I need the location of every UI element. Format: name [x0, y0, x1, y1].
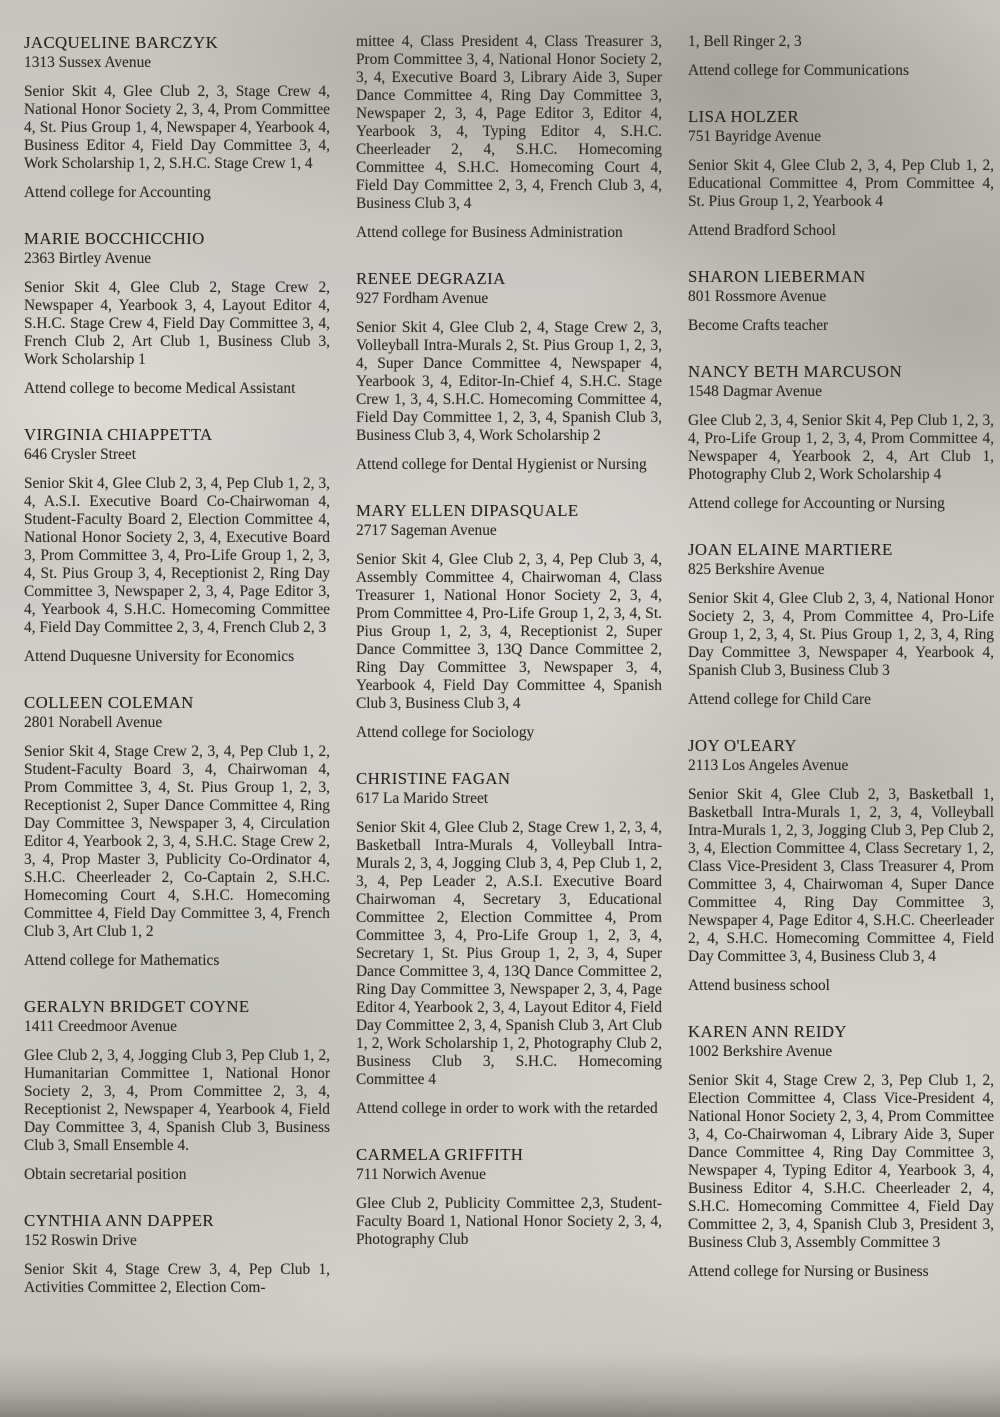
column-1	[24, 33, 330, 1324]
student-activities: Senior Skit 4, Glee Club 2, 3, Stage Crew 4, National Honor Society 2, 3, 4, Prom Committee 4, St. Pius Group 1, 4, Newspaper 4, Yearbook 4, Business Editor 4, Field Day Committee 3, 4, Work Scholarship 1, 2, S.H.C. Stage Crew 1, 4	[24, 83, 330, 172]
student-address: 825 Berkshire Avenue	[688, 561, 825, 578]
student-address: 2363 Birtley Avenue	[24, 250, 152, 267]
student-entry	[24, 425, 330, 666]
student-goal: Attend college for Accounting or Nursing	[688, 495, 945, 512]
student-address: 1002 Berkshire Avenue	[688, 1043, 833, 1060]
student-activities: Senior Skit 4, Glee Club 2, 4, Stage Crew 2, 3, Volleyball Intra-Murals 2, St. Pius Group 1, 2, 3, 4, Super Dance Committee 4, Newspaper 4, Yearbook 3, 4, Editor-In-Chief 4, S.H.C. Stage Crew 1, 3, 4, S.H.C. Homecoming Committee 4, Field Day Committee 1, 2, 3, 4, Spanish Club 3, Business Club 3, 4, Work Scholarship 2	[356, 319, 662, 444]
student-goal: Attend college for Sociology	[356, 724, 535, 741]
student-activities: Glee Club 2, 3, 4, Senior Skit 4, Pep Club 1, 2, 3, 4, Pro-Life Group 1, 2, 3, 4, Prom Committee 4, Newspaper 4, Yearbook 2, 4, Art Club 1, Photography Club 2, Work Scholarship 4	[688, 412, 994, 483]
column-3	[688, 33, 994, 1324]
student-entry	[24, 997, 330, 1184]
student-name: KAREN ANN REIDY	[688, 1022, 847, 1041]
student-header	[688, 362, 994, 401]
student-activities: Glee Club 2, Publicity Committee 2,3, Student-Faculty Board 1, National Honor Society 2, 3, 4, Photography Club	[356, 1195, 662, 1248]
student-address: 2113 Los Angeles Avenue	[688, 757, 849, 774]
student-activities: Senior Skit 4, Glee Club 2, 3, 4, National Honor Society 2, 3, 4, Prom Committee 4, Pro-Life Group 1, 2, 3, 4, St. Pius Group 1, 2, 3, 4, Ring Day Committee 3, Newspaper 4, Yearbook 4, Spanish Club 3, Business Club 3	[688, 590, 994, 679]
student-header	[688, 540, 994, 579]
student-entry	[24, 229, 330, 398]
student-address: 1313 Sussex Avenue	[24, 54, 152, 71]
student-activities: Senior Skit 4, Glee Club 2, 3, 4, Pep Club 3, 4, Assembly Committee 4, Chairwoman 4, Class Treasurer 1, National Honor Society 2, 3, 4, Prom Committee 4, Pro-Life Group 1, 2, 3, 4, St. Pius Group 1, 2, 3, 4, Receptionist 2, Super Dance Committee 3, 13Q Dance Committee 2, Ring Day Committee 3, Newspaper 3, 4, Yearbook 4, Field Day Committee 4, Spanish Club 3, Business Club 3, 4	[356, 551, 662, 712]
student-header	[24, 1211, 330, 1250]
student-address: 711 Norwich Avenue	[356, 1166, 486, 1183]
student-goal: Attend business school	[688, 977, 830, 994]
student-entry	[688, 1022, 994, 1281]
student-header	[356, 769, 662, 808]
student-goal: Obtain secretarial position	[24, 1166, 187, 1183]
student-entry	[356, 769, 662, 1118]
student-header	[688, 267, 994, 306]
student-header	[24, 997, 330, 1036]
student-entry	[356, 1145, 662, 1249]
student-name: COLLEEN COLEMAN	[24, 693, 194, 712]
student-address: 2801 Norabell Avenue	[24, 714, 163, 731]
student-header	[24, 425, 330, 464]
student-name: RENEE DEGRAZIA	[356, 269, 506, 288]
student-goal: Attend college for Mathematics	[24, 952, 220, 969]
student-header	[24, 693, 330, 732]
student-header	[688, 736, 994, 775]
student-goal: Attend college for Communications	[688, 62, 909, 79]
page-bottom-shadow	[0, 1353, 1000, 1417]
student-name: JOAN ELAINE MARTIERE	[688, 540, 893, 559]
student-entry	[356, 269, 662, 474]
student-goal: Attend Bradford School	[688, 222, 836, 239]
student-entry	[24, 693, 330, 970]
student-entry-continuation	[688, 33, 994, 80]
student-name: CHRISTINE FAGAN	[356, 769, 511, 788]
student-address: 801 Rossmore Avenue	[688, 288, 827, 305]
student-goal: Attend Duquesne University for Economics	[24, 648, 295, 665]
student-activities: Senior Skit 4, Glee Club 2, Stage Crew 2, Newspaper 4, Yearbook 3, 4, Layout Editor 4, S.H.C. Stage Crew 4, Field Day Committee 3, 4, French Club 2, Art Club 1, Business Club 3, Work Scholarship 1	[24, 279, 330, 368]
student-goal: Attend college to become Medical Assistant	[24, 380, 296, 397]
student-name: JOY O'LEARY	[688, 736, 797, 755]
student-address: 1548 Dagmar Avenue	[688, 383, 822, 400]
student-activities: Senior Skit 4, Stage Crew 3, 4, Pep Club 1, Activities Committee 2, Election Com-	[24, 1261, 330, 1296]
student-activities: Senior Skit 4, Stage Crew 2, 3, Pep Club 1, 2, Election Committee 4, Class Vice-President 4, National Honor Society 2, 3, 4, Prom Committee 3, 4, Co-Chairwoman 4, Library Aide 3, Super Dance Committee 4, Ring Day Committee 3, Newspaper 4, Typing Editor 4, Yearbook 3, 4, Business Editor 4, S.H.C. Cheerleader 2, 4, S.H.C. Homecoming Committee 4, Field Day Committee 2, 3, 4, Spanish Club 3, President 3, Business Club 3, Assembly Committee 3	[688, 1072, 994, 1251]
student-name: NANCY BETH MARCUSON	[688, 362, 902, 381]
student-goal: Attend college in order to work with the retarded	[356, 1100, 658, 1117]
student-address: 2717 Sageman Avenue	[356, 522, 497, 539]
student-header	[356, 269, 662, 308]
student-entry	[688, 540, 994, 709]
student-entry	[688, 107, 994, 240]
student-entry	[24, 33, 330, 202]
student-entry	[688, 362, 994, 513]
student-activities: Senior Skit 4, Stage Crew 2, 3, 4, Pep Club 1, 2, Student-Faculty Board 3, 4, Chairwoman 4, Prom Committee 3, 4, St. Pius Group 1, 2, 3, Receptionist 2, Super Dance Committee 4, Ring Day Committee 3, Newspaper 3, 4, Circulation Editor 4, Yearbook 2, 3, 4, S.H.C. Stage Crew 2, 3, 4, Prop Master 3, Publicity Co-Ordinator 4, S.H.C. Cheerleader 2, Co-Captain 2, S.H.C. Homecoming Court 4, S.H.C. Homecoming Committee 4, Field Day Committee 3, 4, French Club 3, Art Club 1, 2	[24, 743, 330, 940]
student-name: LISA HOLZER	[688, 107, 800, 126]
student-entry	[356, 501, 662, 742]
student-activities: Senior Skit 4, Glee Club 2, 3, 4, Pep Club 1, 2, 3, 4, A.S.I. Executive Board Co-Chairwoman 4, Student-Faculty Board 2, Election Committee 4, National Honor Society 2, 3, 4, Executive Board 3, Prom Committee 3, 4, Pro-Life Group 1, 2, 3, 4, St. Pius Group 3, 4, Receptionist 2, Ring Day Committee 3, Newspaper 2, 3, 4, Page Editor 3, 4, Yearbook 4, S.H.C. Homecoming Committee 4, Field Day Committee 2, 3, 4, French Club 2, 3	[24, 475, 330, 636]
student-goal: Attend college for Child Care	[688, 691, 871, 708]
student-header	[24, 229, 330, 268]
student-header	[688, 1022, 994, 1061]
student-activities: Glee Club 2, 3, 4, Jogging Club 3, Pep Club 1, 2, Humanitarian Committee 1, National Honor Society 2, 3, 4, Prom Committee 2, 3, 4, Receptionist 2, Newspaper 4, Yearbook 4, Field Day Committee 3, 4, Spanish Club 3, Business Club 3, Small Ensemble 4.	[24, 1047, 330, 1154]
student-address: 152 Roswin Drive	[24, 1232, 137, 1249]
student-name: VIRGINIA CHIAPPETTA	[24, 425, 213, 444]
student-address: 927 Fordham Avenue	[356, 290, 489, 307]
student-entry	[688, 267, 994, 335]
student-goal: Attend college for Nursing or Business	[688, 1263, 929, 1280]
student-address: 617 La Marido Street	[356, 790, 489, 807]
student-goal: Become Crafts teacher	[688, 317, 829, 334]
student-name: SHARON LIEBERMAN	[688, 267, 866, 286]
student-address: 751 Bayridge Avenue	[688, 128, 822, 145]
student-name: JACQUELINE BARCZYK	[24, 33, 219, 52]
student-header	[688, 107, 994, 146]
columns-container	[24, 33, 994, 1324]
student-header	[356, 501, 662, 540]
student-activities: Senior Skit 4, Glee Club 2, 3, 4, Pep Club 1, 2, Educational Committee 4, Prom Committee 4, St. Pius Group 1, 2, Yearbook 4	[688, 157, 994, 210]
student-activities: Senior Skit 4, Glee Club 2, 3, Basketball 1, Basketball Intra-Murals 1, 2, 3, 4, Volleyball Intra-Murals 1, 2, 3, Jogging Club 3, Pep Club 2, 3, 4, Election Committee 4, Class Secretary 1, 2, Class Vice-President 3, Class Treasurer 4, Prom Committee 3, 4, Chairwoman 4, Super Dance Committee 4, Ring Day Committee 3, Newspaper 4, Page Editor 4, S.H.C. Cheerleader 2, 4, S.H.C. Homecoming Committee 4, Field Day Committee 3, 4, Business Club 3, 4	[688, 786, 994, 965]
student-activities: 1, Bell Ringer 2, 3	[688, 33, 802, 50]
student-name: MARY ELLEN DIPASQUALE	[356, 501, 579, 520]
student-entry	[24, 1211, 330, 1297]
student-entry	[688, 736, 994, 995]
student-goal: Attend college for Business Administration	[356, 224, 623, 241]
student-name: CARMELA GRIFFITH	[356, 1145, 524, 1164]
student-activities: mittee 4, Class President 4, Class Treasurer 3, Prom Committee 3, 4, National Honor Society 2, 3, 4, Executive Board 3, Library Aide 3, Super Dance Committee 4, Ring Day Committee 3, Newspaper 2, 3, 4, Page Editor 3, Editor 4, Yearbook 3, 4, Typing Editor 4, S.H.C. Cheerleader 2, 4, S.H.C. Homecoming Committee 4, S.H.C. Homecoming Court 4, Field Day Committee 2, 3, 4, French Club 3, 4, Business Club 3, 4	[356, 33, 662, 212]
column-2	[356, 33, 662, 1324]
student-name: MARIE BOCCHICCHIO	[24, 229, 205, 248]
student-goal: Attend college for Accounting	[24, 184, 211, 201]
student-address: 1411 Creedmoor Avenue	[24, 1018, 178, 1035]
student-name: CYNTHIA ANN DAPPER	[24, 1211, 214, 1230]
student-header	[24, 33, 330, 72]
student-address: 646 Crysler Street	[24, 446, 136, 463]
student-entry-continuation	[356, 33, 662, 242]
student-activities: Senior Skit 4, Glee Club 2, Stage Crew 1, 2, 3, 4, Basketball Intra-Murals 4, Volleyball Intra-Murals 2, 3, 4, Jogging Club 3, 4, Pep Club 1, 2, 3, 4, Pep Leader 2, A.S.I. Executive Board Chairwoman 4, Secretary 3, Educational Committee 2, Election Committee 4, Prom Committee 3, 4, Pro-Life Group 1, 2, 3, 4, Secretary 1, St. Pius Group 1, 2, 3, 4, Super Dance Committee 3, 4, 13Q Dance Committee 2, Ring Day Committee 3, Newspaper 2, 3, 4, Page Editor 4, Yearbook 2, 3, 4, Layout Editor 4, Field Day Committee 2, 3, 4, Spanish Club 3, Art Club 1, 2, Work Scholarship 1, 2, Photography Club 2, Business Club 3, S.H.C. Homecoming Committee 4	[356, 819, 662, 1088]
student-name: GERALYN BRIDGET COYNE	[24, 997, 250, 1016]
student-header	[356, 1145, 662, 1184]
student-goal: Attend college for Dental Hygienist or Nursing	[356, 456, 647, 473]
